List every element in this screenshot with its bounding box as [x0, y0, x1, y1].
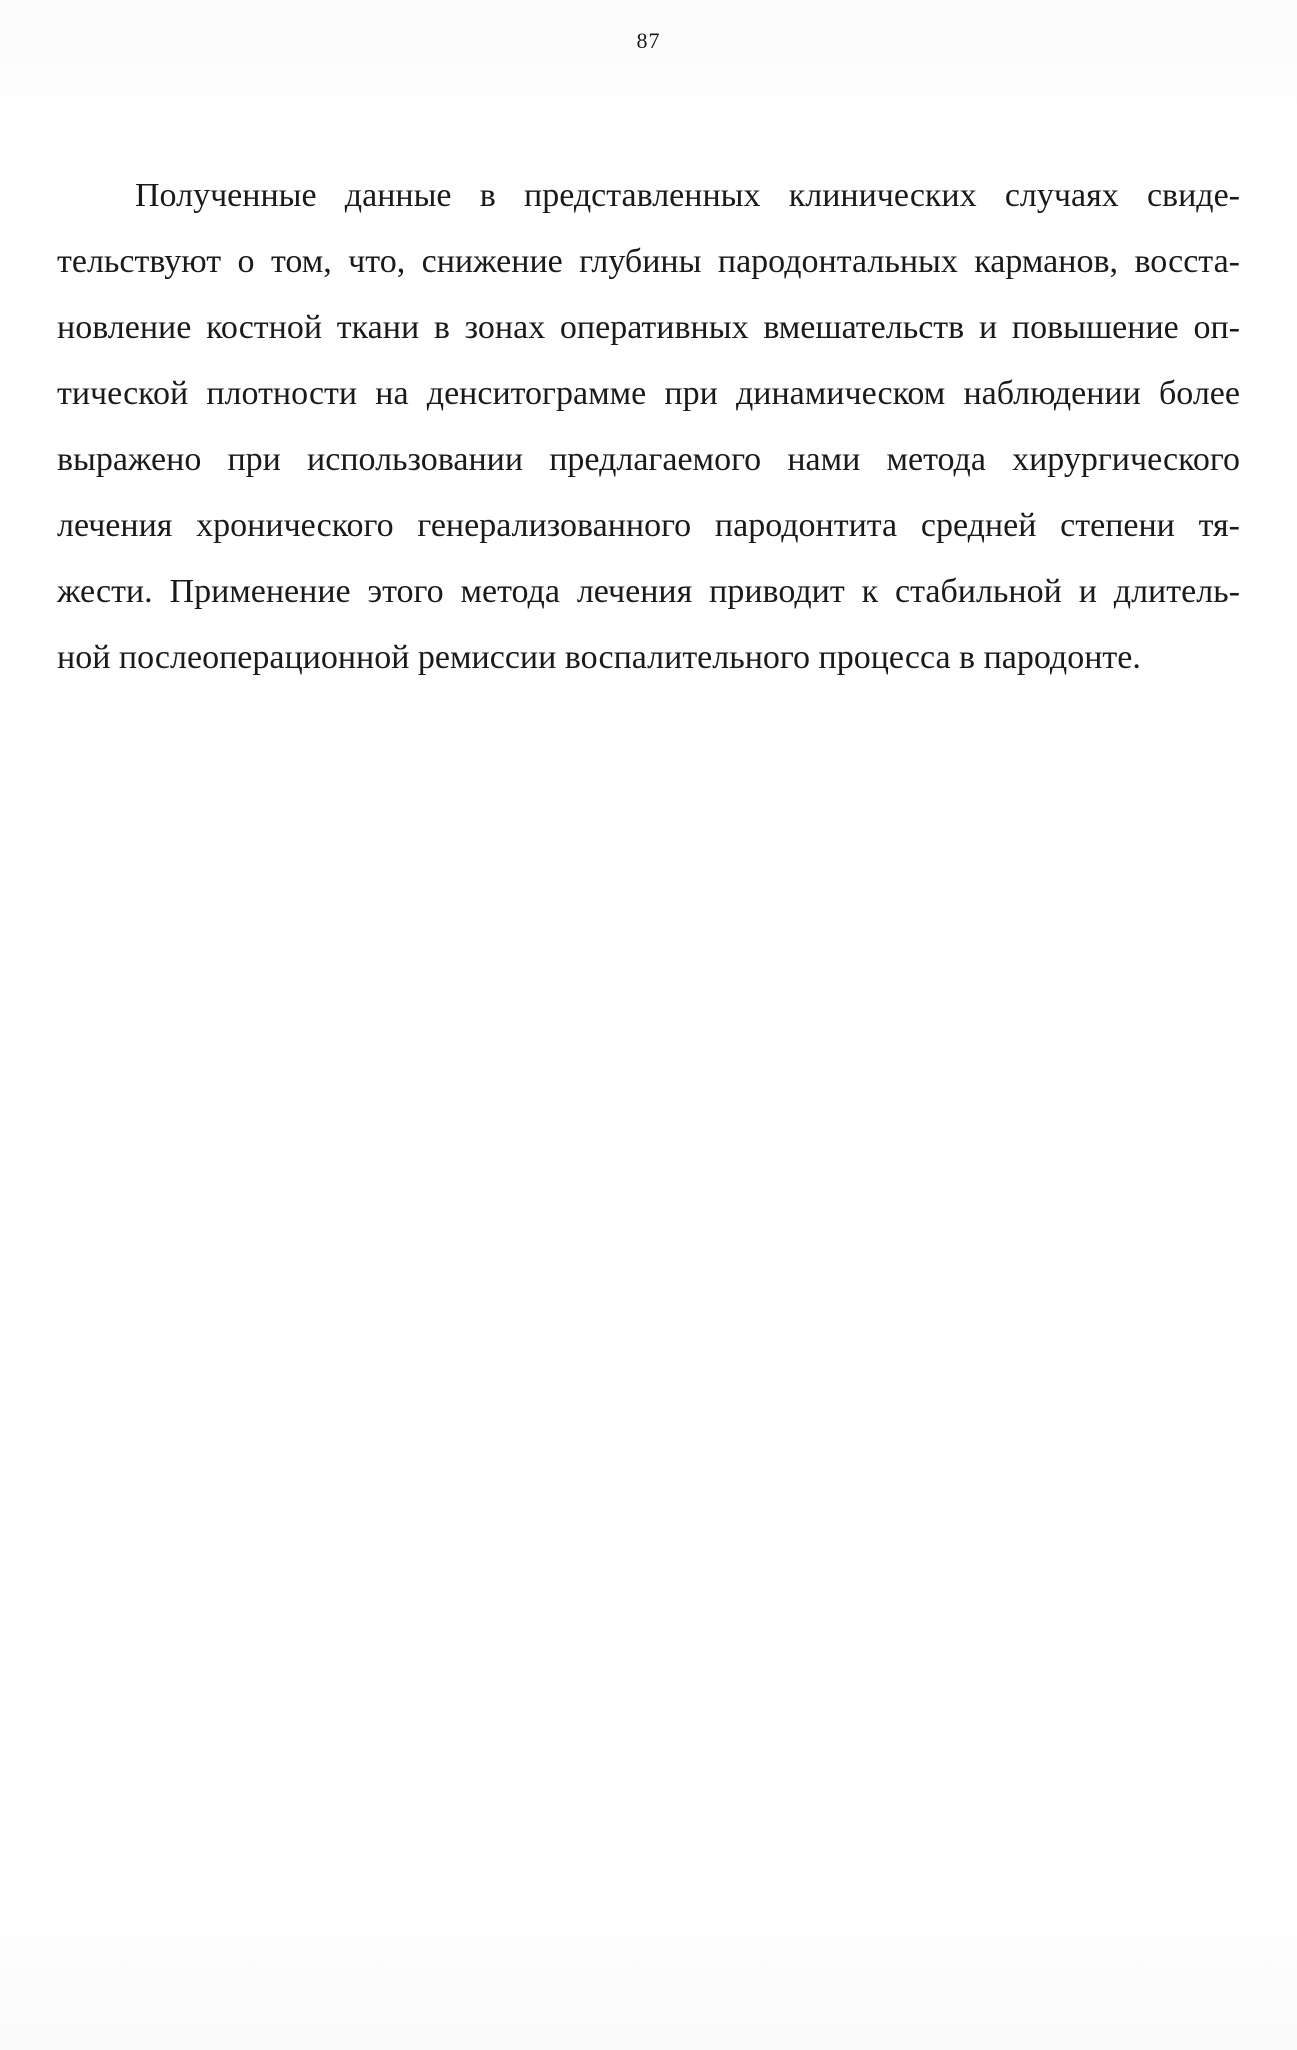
- body-paragraph: [57, 163, 1240, 691]
- paragraph-line: Полученные данные в представленных клинических случаях свиде-: [135, 177, 1240, 214]
- paragraph-line: ной послеоперационной ремиссии воспалительного процесса в пародонте.: [57, 639, 1141, 676]
- paragraph-line: тической плотности на денситограмме при динамическом наблюдении более: [57, 375, 1240, 412]
- paragraph-line: выражено при использовании предлагаемого нами метода хирургического: [57, 441, 1240, 478]
- paragraph-line: новление костной ткани в зонах оперативных вмешательств и повышение оп-: [57, 309, 1240, 346]
- paragraph-line: жести. Применение этого метода лечения приводит к стабильной и длитель-: [57, 573, 1240, 610]
- paragraph-line: тельствуют о том, что, снижение глубины пародонтальных карманов, восста-: [57, 243, 1240, 280]
- page-number: 87: [636, 28, 661, 53]
- paragraph-line: лечения хронического генерализованного пародонтита средней степени тя-: [57, 507, 1240, 544]
